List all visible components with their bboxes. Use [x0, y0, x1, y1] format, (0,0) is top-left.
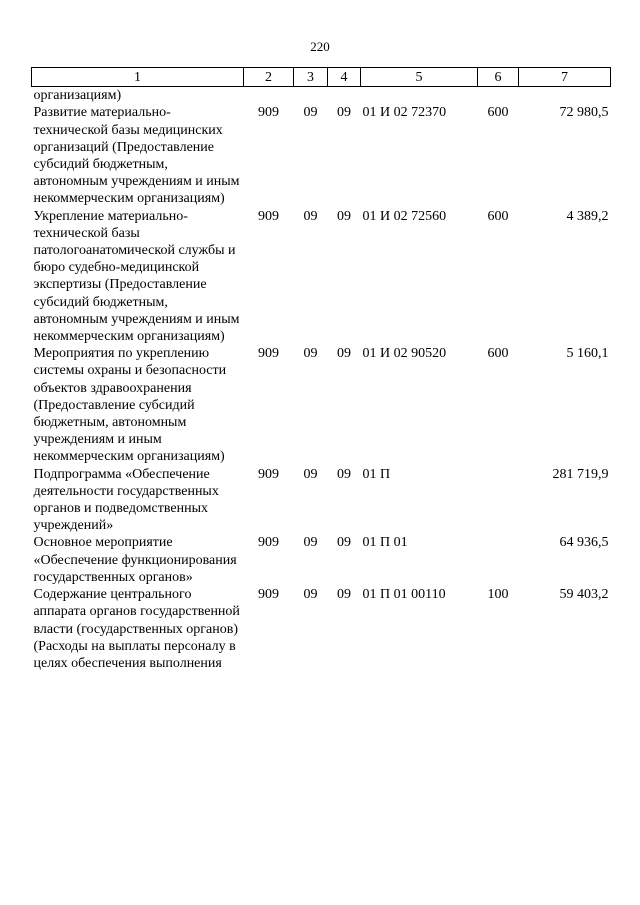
row-ved: 909: [258, 105, 279, 121]
row-name: Содержание центрального аппарата органов государственной власти (государственных органов) (Расходы на выплаты персоналу в целях обеспечения выполнения: [33, 587, 240, 671]
row-pr: 09: [337, 208, 351, 224]
header-col-1: 1: [32, 68, 244, 87]
row-vr: 600: [487, 105, 509, 121]
row-ved: 909: [258, 535, 279, 551]
row-rz: [294, 87, 328, 105]
header-col-7: 7: [519, 68, 611, 87]
header-col-2: 2: [244, 68, 294, 87]
header-col-4: 4: [328, 68, 361, 87]
row-pr: 09: [337, 346, 351, 362]
row-rz: 09: [303, 466, 318, 482]
row-ved: 909: [258, 208, 279, 224]
row-vr: 600: [487, 208, 509, 224]
row-sum: 64 936,5: [559, 535, 609, 551]
row-ved: 909: [258, 587, 279, 603]
table-row: [32, 87, 611, 105]
row-vr: [478, 87, 519, 105]
row-csr: 01 И 02 72370: [362, 105, 447, 121]
row-name: Подпрограмма «Обеспечение деятельности государственных органов и подведомственных учреждений»: [33, 466, 219, 534]
budget-table: [31, 67, 611, 672]
row-sum: 59 403,2: [559, 587, 609, 603]
row-ved: 909: [258, 466, 279, 482]
row-sum: 72 980,5: [559, 105, 609, 121]
page-number: 220: [310, 39, 330, 54]
row-rz: 09: [303, 208, 318, 224]
row-sum: [519, 87, 611, 105]
row-pr: 09: [337, 105, 351, 121]
row-name: Основное мероприятие «Обеспечение функционирования государственных органов»: [33, 535, 237, 585]
header-col-6: 6: [478, 68, 519, 87]
row-pr: 09: [337, 466, 351, 482]
row-vr: 100: [487, 587, 509, 603]
table-row: [32, 466, 611, 535]
row-name: Мероприятия по укреплению системы охраны и безопасности объектов здравоохранения (Предоставление субсидий бюджетным, автономным учреждениям и иным некоммерческим организациям): [33, 346, 227, 465]
row-ved: 909: [258, 346, 279, 362]
table-row: [32, 586, 611, 672]
row-pr: 09: [337, 587, 351, 603]
row-name: организациям): [33, 88, 122, 104]
table-row: [32, 104, 611, 207]
header-col-5: 5: [361, 68, 478, 87]
row-csr: 01 И 02 72560: [362, 208, 447, 224]
row-ved: [244, 87, 294, 105]
row-csr: 01 П: [362, 466, 391, 482]
row-sum: 5 160,1: [566, 346, 609, 362]
row-csr: 01 И 02 90520: [362, 346, 447, 362]
row-rz: 09: [303, 105, 318, 121]
row-pr: [328, 87, 361, 105]
row-vr: [478, 466, 519, 535]
row-csr: 01 П 01 00110: [362, 587, 446, 603]
table-header-row: [32, 68, 611, 87]
table-row: [32, 208, 611, 346]
row-rz: 09: [303, 587, 318, 603]
row-vr: [478, 534, 519, 586]
row-csr: [361, 87, 478, 105]
row-sum: 4 389,2: [566, 208, 609, 224]
row-csr: 01 П 01: [362, 535, 408, 551]
row-pr: 09: [337, 535, 351, 551]
row-vr: 600: [487, 346, 509, 362]
row-rz: 09: [303, 535, 318, 551]
row-name: Укрепление материально-технической базы патологоанатомической службы и бюро судебно-медицинской экспертизы (Предоставление субсидий бюджетным, автономным учреждениям и иным некоммерческим организациям): [33, 208, 240, 345]
table-row: [32, 534, 611, 586]
header-col-3: 3: [294, 68, 328, 87]
table-row: [32, 345, 611, 465]
row-sum: 281 719,9: [552, 466, 609, 482]
row-rz: 09: [303, 346, 318, 362]
row-name: Развитие материально-технической базы медицинских организаций (Предоставление субсидий бюджетным, автономным учреждениям и иным некоммерческим организациям): [33, 105, 240, 207]
